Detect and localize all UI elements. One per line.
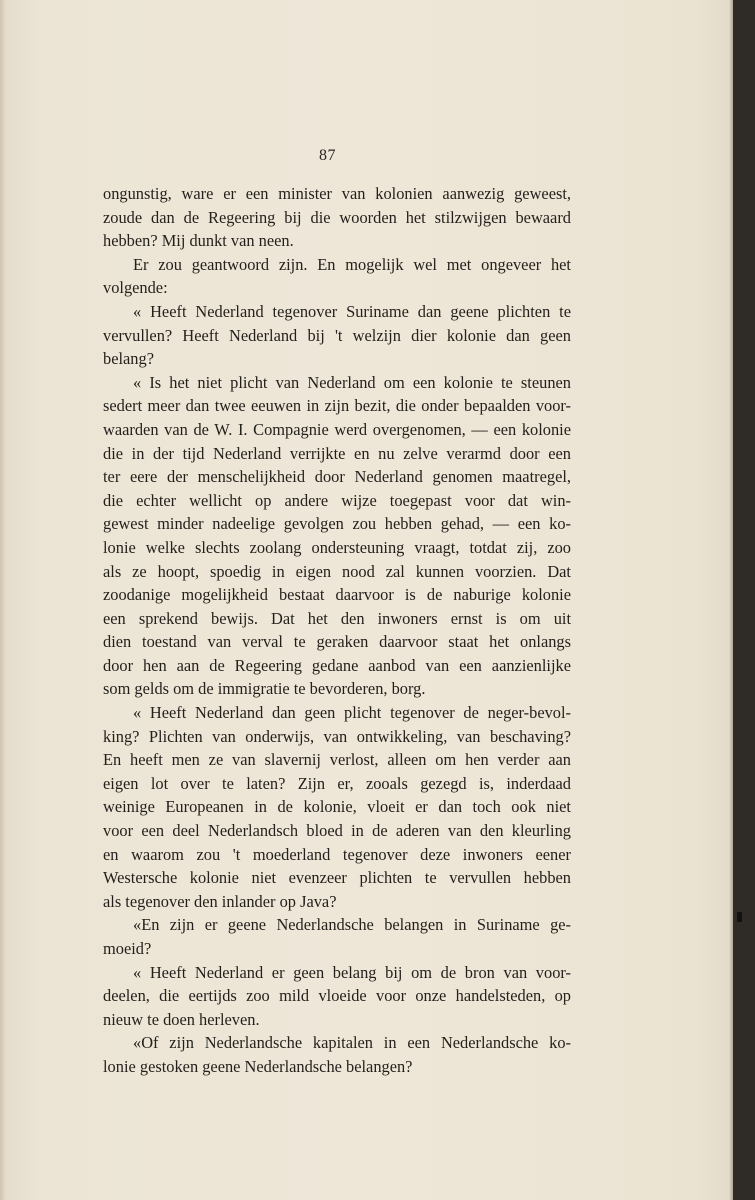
text-line: zoude dan de Regeering bij die woorden het stilzwijgen bewaard: [103, 207, 571, 227]
text-line: als ze hoopt, spoedig in eigen nood zal kunnen voorzien. Dat: [103, 561, 571, 581]
text-line: weinige Europeanen in de kolonie, vloeit er dan toch ook niet: [103, 797, 571, 817]
text-line: als tegenover den inlander op Java?: [103, 891, 337, 911]
scan-background-edge: [733, 0, 755, 1200]
text-line: « Heeft Nederland er geen belang bij om de bron van voor-: [133, 962, 571, 982]
text-line: som gelds om de immigratie te bevorderen, borg.: [103, 679, 426, 699]
text-line: En heeft men ze van slavernij verlost, alleen om hen verder aan: [103, 750, 571, 770]
text-line: die echter wellicht op andere wijze toegepast voor dat win-: [103, 490, 571, 510]
body-text: [103, 182, 571, 1079]
text-line: deelen, die eertijds zoo mild vloeide voor onze handelsteden, op: [103, 986, 571, 1006]
text-line: lonie welke slechts zoolang ondersteuning vraagt, totdat zij, zoo: [103, 537, 571, 557]
text-line: vervullen? Heeft Nederland bij 't welzijn dier kolonie dan geen: [103, 325, 571, 345]
text-line: sedert meer dan twee eeuwen in zijn bezit, die onder bepaalden voor-: [103, 396, 571, 416]
text-line: waarden van de W. I. Compagnie werd overgenomen, — een kolonie: [103, 419, 571, 439]
text-line: die in der tijd Nederland verrijkte en nu zelve verarmd door een: [103, 443, 571, 463]
text-line: dien toestand van verval te geraken daarvoor staat het onlangs: [103, 632, 571, 652]
text-line: Er zou geantwoord zijn. En mogelijk wel met ongeveer het: [133, 254, 571, 274]
text-line: volgende:: [103, 278, 168, 298]
text-line: « Is het niet plicht van Nederland om een kolonie te steunen: [133, 372, 571, 392]
text-line: ongunstig, ware er een minister van kolonien aanwezig geweest,: [103, 184, 571, 203]
text-line: en waarom zou 't moederland tegenover deze inwoners eener: [103, 844, 571, 864]
text-line: gewest minder nadeelige gevolgen zou hebben gehad, — een ko-: [103, 514, 571, 534]
text-line: lonie gestoken geene Nederlandsche belangen?: [103, 1056, 413, 1076]
page-number: 87: [319, 147, 336, 164]
binding-shadow: [0, 0, 6, 1200]
text-line: nieuw te doen herleven.: [103, 1009, 260, 1029]
text-line: zoodanige mogelijkheid bestaat daarvoor is de naburige kolonie: [103, 585, 571, 605]
text-line: « Heeft Nederland dan geen plicht tegenover de neger-bevol-: [133, 703, 571, 723]
text-line: «Of zijn Nederlandsche kapitalen in een Nederlandsche ko-: [133, 1033, 571, 1053]
text-line: eigen lot over te laten? Zijn er, zooals gezegd is, inderdaad: [103, 773, 571, 793]
text-line: voor een deel Nederlandsch bloed in de aderen van den kleurling: [103, 821, 571, 841]
text-line: king? Plichten van onderwijs, van ontwikkeling, van beschaving?: [103, 726, 571, 746]
text-line: hebben? Mij dunkt van neen.: [103, 231, 294, 251]
text-line: «En zijn er geene Nederlandsche belangen in Suriname ge-: [133, 915, 571, 935]
text-line: « Heeft Nederland tegenover Suriname dan geene plichten te: [133, 301, 571, 321]
text-line: ter eere der menschelijkheid door Nederland genomen maatregel,: [103, 467, 571, 487]
edge-mark: [737, 912, 742, 922]
text-line: belang?: [103, 349, 154, 369]
text-line: moeid?: [103, 939, 152, 958]
text-line: een sprekend bewijs. Dat het den inwoners ernst is om uit: [103, 608, 571, 628]
text-line: Westersche kolonie niet evenzeer plichten te vervullen hebben: [103, 868, 571, 888]
text-line: door hen aan de Regeering gedane aanbod van een aanzienlijke: [103, 655, 571, 675]
